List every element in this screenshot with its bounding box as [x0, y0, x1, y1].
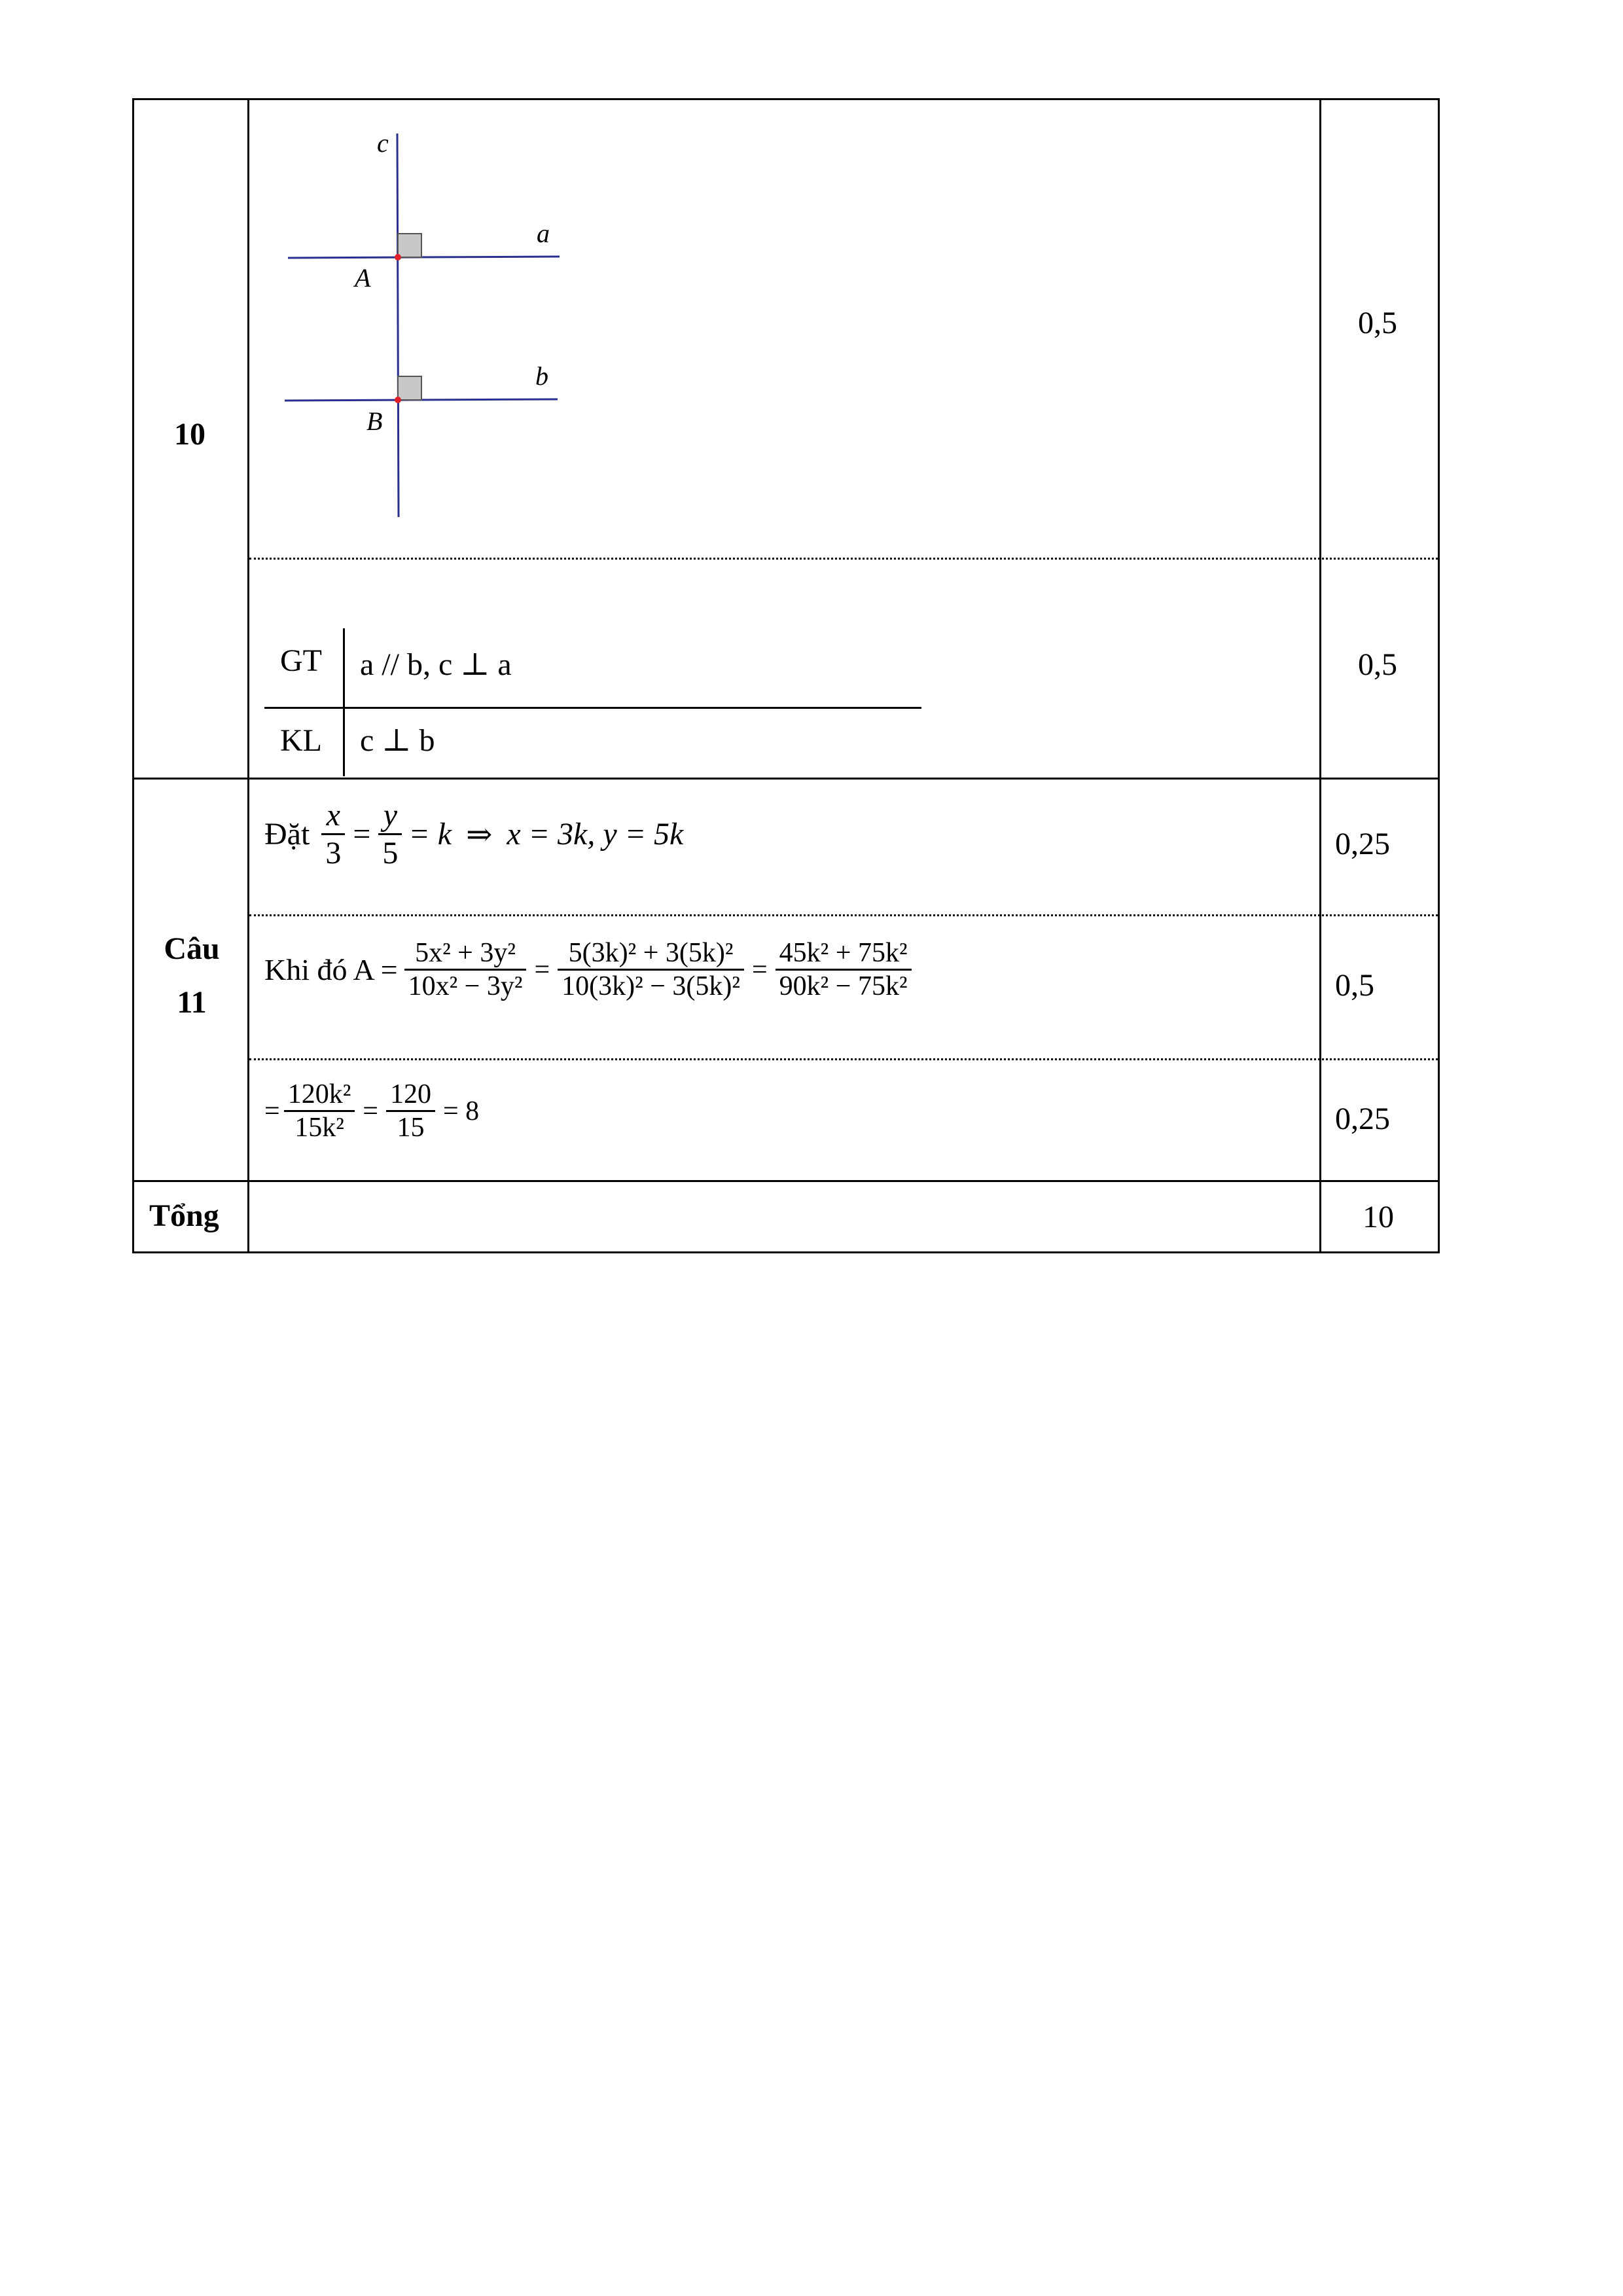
- score-step2: 0,5: [1335, 968, 1374, 1003]
- table-top-border: [132, 98, 1440, 100]
- frac-x-3: [321, 797, 345, 871]
- gt-label: GT: [280, 643, 322, 678]
- point-A: [395, 254, 401, 260]
- question-number-10: 10: [174, 417, 205, 452]
- table-right-border: [1438, 98, 1440, 1253]
- subrow-sep-step1: [249, 914, 1438, 916]
- row-sep-10-11: [132, 778, 1440, 780]
- question-number-11-line2: 11: [177, 985, 207, 1020]
- perpendicular-lines-figure: [262, 118, 602, 537]
- score-step3: 0,25: [1335, 1102, 1390, 1136]
- right-angle-marker-a: [398, 234, 421, 257]
- frac-y-5: [378, 797, 402, 871]
- label-b: b: [535, 361, 548, 391]
- subrow-sep-figure: [249, 558, 1438, 560]
- step2-frac1: [404, 937, 527, 1002]
- col-sep-1: [247, 98, 249, 1253]
- step2-frac1-den: 10x² − 3y²: [408, 971, 523, 1001]
- right-angle-marker-b: [398, 376, 421, 400]
- step2-formula: [264, 937, 914, 1002]
- step1-formula: [264, 797, 683, 871]
- kl-value: c ⊥ b: [360, 723, 435, 758]
- step2-frac1-num: 5x² + 3y²: [415, 938, 516, 968]
- step3-eq: =: [363, 1096, 378, 1126]
- step2-frac2-den: 10(3k)² − 3(5k)²: [562, 971, 740, 1001]
- gt-kl-divider: [343, 628, 345, 776]
- implies-symbol: ⇒: [466, 817, 493, 852]
- row-sep-11-total: [132, 1180, 1440, 1182]
- step3-frac1-den: 15k²: [294, 1113, 344, 1143]
- step1-eq-k: = k: [408, 817, 452, 852]
- frac-y-den: 5: [382, 836, 399, 870]
- step2-frac2: [558, 937, 744, 1002]
- frac-x-num: x: [326, 798, 340, 833]
- line-c: [397, 134, 399, 517]
- label-A: A: [355, 263, 371, 293]
- total-value: 10: [1363, 1200, 1394, 1234]
- score-hypothesis: 0,5: [1358, 647, 1397, 682]
- step3-frac2: [386, 1079, 435, 1143]
- step1-eq1: =: [353, 817, 371, 852]
- frac-y-num: y: [383, 798, 398, 833]
- question-number-11-line1: Câu: [164, 931, 220, 966]
- table-bottom-border: [132, 1251, 1440, 1253]
- step1-prefix: Đặt: [264, 817, 310, 852]
- kl-label: KL: [280, 723, 322, 758]
- step2-prefix: Khi đó A =: [264, 953, 398, 986]
- step3-frac2-num: 120: [389, 1079, 431, 1109]
- col-sep-2: [1319, 98, 1321, 1253]
- score-figure: 0,5: [1358, 306, 1397, 340]
- line-a: [288, 257, 560, 258]
- step3-formula: [264, 1079, 479, 1143]
- step2-frac3-den: 90k² − 75k²: [779, 971, 908, 1001]
- step2-frac2-num: 5(3k)² + 3(5k)²: [568, 938, 734, 968]
- gt-value: a // b, c ⊥ a: [360, 647, 512, 682]
- gt-kl-separator: [264, 707, 921, 709]
- label-c: c: [377, 128, 389, 158]
- step3-frac2-den: 15: [397, 1113, 425, 1143]
- label-a: a: [537, 219, 550, 248]
- table-left-border: [132, 98, 134, 1253]
- total-label: Tổng: [149, 1198, 219, 1233]
- step3-frac1-num: 120k²: [287, 1079, 351, 1109]
- point-B: [395, 397, 401, 403]
- score-step1: 0,25: [1335, 827, 1390, 861]
- subrow-sep-step2: [249, 1058, 1438, 1060]
- step2-frac3: [776, 937, 912, 1002]
- step1-result: x = 3k, y = 5k: [507, 817, 684, 852]
- step3-frac1: [284, 1079, 355, 1143]
- label-B: B: [366, 406, 383, 436]
- step2-frac3-num: 45k² + 75k²: [779, 938, 908, 968]
- frac-x-den: 3: [325, 836, 342, 870]
- step3-lead: =: [264, 1096, 280, 1126]
- step2-eq1: =: [534, 954, 550, 985]
- step2-eq2: =: [751, 954, 768, 985]
- step3-result: = 8: [442, 1096, 480, 1126]
